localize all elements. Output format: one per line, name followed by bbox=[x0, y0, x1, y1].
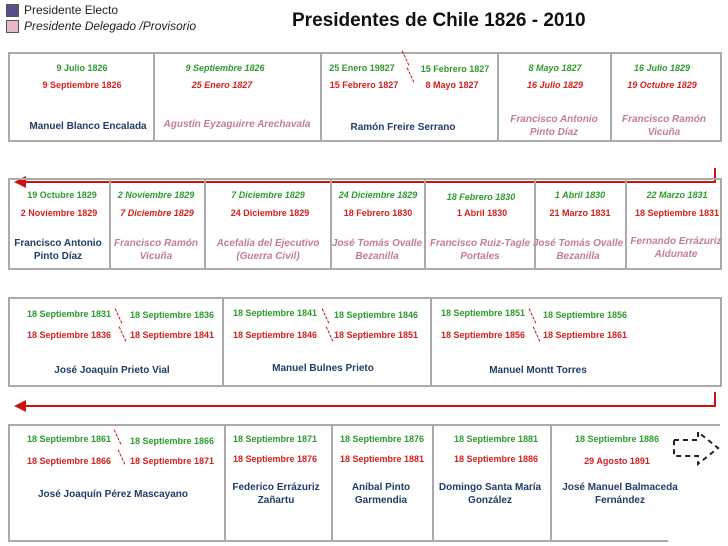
start-date: 25 Enero 19827 bbox=[329, 63, 395, 73]
flow-arrow-line bbox=[24, 181, 716, 183]
president-name: Aníbal Pinto Garmendia bbox=[351, 482, 411, 506]
continue-arrow-icon bbox=[672, 428, 726, 468]
end-date: 24 Diciembre 1829 bbox=[230, 208, 310, 218]
row3-divider bbox=[222, 297, 224, 387]
president-name: Francisco Antonio Pinto Díaz bbox=[510, 114, 598, 138]
start-date: 18 Septiembre 1886 bbox=[574, 434, 660, 444]
row4-divider bbox=[550, 424, 552, 542]
row1-top-border bbox=[8, 52, 720, 54]
president-name: Domingo Santa María González bbox=[438, 482, 542, 506]
row2-top-border bbox=[8, 178, 720, 180]
end-date: 2 Noviembre 1829 bbox=[20, 208, 98, 218]
start-date: 18 Septiembre 1876 bbox=[339, 434, 425, 444]
start-date: 8 Mayo 1827 bbox=[528, 63, 582, 73]
end-date: 18 Septiembre 1856 bbox=[440, 330, 526, 340]
row1-divider bbox=[320, 52, 322, 142]
end-date: 18 Septiembre 1871 bbox=[129, 456, 215, 466]
president-name: Manuel Blanco Encalada bbox=[29, 121, 147, 132]
end-date: 18 Septiembre 1831 bbox=[634, 208, 720, 218]
row4-dash-marker bbox=[114, 430, 122, 445]
row3-bottom-border bbox=[8, 385, 720, 387]
president-name: Francisco Ruiz-Tagle Portales bbox=[429, 238, 531, 262]
arrow-left-icon bbox=[14, 400, 26, 412]
end-date: 18 Septiembre 1881 bbox=[339, 454, 425, 464]
president-name: Acefalía del Ejecutivo (Guerra Civil) bbox=[216, 238, 320, 262]
president-name: José Tomás Ovalle Bezanilla bbox=[532, 238, 624, 262]
legend-delegate bbox=[6, 19, 196, 33]
start-date: 1 Abril 1830 bbox=[554, 190, 606, 200]
end-date: 18 Septiembre 1866 bbox=[26, 456, 112, 466]
row3-dash-marker bbox=[322, 309, 330, 324]
end-date: 18 Septiembre 1876 bbox=[232, 454, 318, 464]
row3-dash-marker bbox=[115, 309, 123, 324]
elected-swatch bbox=[6, 4, 19, 17]
start-date: 2 Noviembre 1829 bbox=[117, 190, 195, 200]
end-date: 18 Septiembre 1851 bbox=[333, 330, 419, 340]
president-name: Francisco Ramón Vicuña bbox=[622, 114, 706, 138]
start-date: 18 Septiembre 1881 bbox=[453, 434, 539, 444]
end-date: 21 Marzo 1831 bbox=[549, 208, 611, 218]
president-name: Federico Errázuriz Zañartu bbox=[232, 482, 320, 506]
row3-divider bbox=[430, 297, 432, 387]
president-name: José Manuel Balmaceda Fernández bbox=[562, 482, 678, 506]
row3-top-border bbox=[8, 297, 720, 299]
start-date: 19 Octubre 1829 bbox=[27, 190, 97, 200]
end-date: 16 Julio 1829 bbox=[526, 80, 584, 90]
president-name: José Joaquín Prieto Vial bbox=[54, 365, 170, 376]
row3-dash-marker bbox=[533, 327, 541, 342]
start-date: 18 Septiembre 1856 bbox=[542, 310, 628, 320]
start-date: 18 Septiembre 1871 bbox=[232, 434, 318, 444]
row2-bottom-border bbox=[8, 268, 720, 270]
end-date: 29 Agosto 1891 bbox=[584, 456, 650, 466]
delegate-swatch bbox=[6, 20, 19, 33]
end-date: 7 Diciembre 1829 bbox=[120, 208, 194, 218]
row1-divider bbox=[610, 52, 612, 142]
start-date: 18 Septiembre 1846 bbox=[333, 310, 419, 320]
start-date: 16 Julio 1829 bbox=[633, 63, 691, 73]
end-date: 18 Septiembre 1886 bbox=[453, 454, 539, 464]
start-date: 22 Marzo 1831 bbox=[646, 190, 708, 200]
row1-left-border bbox=[8, 52, 10, 142]
row4-left-border bbox=[8, 424, 10, 542]
start-date: 18 Septiembre 1841 bbox=[232, 308, 318, 318]
row3-right-border bbox=[720, 297, 722, 387]
flow-arrow-line bbox=[24, 405, 716, 407]
row3-dash-marker bbox=[119, 327, 127, 342]
president-name: Agustín Eyzaguirre Arechavala bbox=[163, 119, 311, 130]
legend-elected bbox=[6, 3, 118, 17]
president-name: Ramón Freire Serrano bbox=[350, 122, 456, 133]
president-name: Francisco Antonio Pinto Díaz bbox=[14, 238, 102, 262]
start-date: 18 Septiembre 1861 bbox=[26, 434, 112, 444]
row3-dash-marker bbox=[326, 327, 334, 342]
legend-elected-label: Presidente Electo bbox=[24, 3, 119, 17]
end-date: 8 Mayo 1827 bbox=[425, 80, 479, 90]
end-date: 18 Septiembre 1836 bbox=[26, 330, 112, 340]
start-date: 9 Julio 1826 bbox=[56, 63, 108, 73]
president-name: Francisco Ramón Vicuña bbox=[114, 238, 198, 262]
start-date: 7 Diciembre 1829 bbox=[231, 190, 305, 200]
end-date: 18 Septiembre 1841 bbox=[129, 330, 215, 340]
president-name: Manuel Montt Torres bbox=[489, 365, 587, 376]
end-date: 18 Septiembre 1861 bbox=[542, 330, 628, 340]
start-date: 24 Diciembre 1829 bbox=[338, 190, 418, 200]
row1-divider bbox=[497, 52, 499, 142]
start-date: 18 Septiembre 1851 bbox=[440, 308, 526, 318]
start-date: 18 Febrero 1830 bbox=[446, 192, 516, 202]
end-date: 15 Febrero 1827 bbox=[329, 80, 399, 90]
president-name: José Joaquín Pérez Mascayano bbox=[37, 489, 189, 500]
end-date: 1 Abril 1830 bbox=[456, 208, 508, 218]
president-name: Manuel Bulnes Prieto bbox=[272, 363, 374, 374]
end-date: 9 Septiembre 1826 bbox=[42, 80, 122, 90]
row1-divider bbox=[153, 52, 155, 142]
row1-right-border bbox=[720, 52, 722, 142]
start-date: 18 Septiembre 1836 bbox=[129, 310, 215, 320]
row1-dash-marker bbox=[407, 68, 415, 83]
end-date: 25 Enero 1827 bbox=[191, 80, 253, 90]
row4-top-border bbox=[8, 424, 720, 426]
end-date: 18 Septiembre 1846 bbox=[232, 330, 318, 340]
legend-delegate-label: Presidente Delegado /Provisorio bbox=[24, 19, 197, 33]
row3-left-border bbox=[8, 297, 10, 387]
start-date: 18 Septiembre 1831 bbox=[26, 309, 112, 319]
start-date: 15 Febrero 1827 bbox=[420, 64, 490, 74]
row1-bottom-border bbox=[8, 140, 720, 142]
president-name: José Tomás Ovalle Bezanilla bbox=[331, 238, 423, 262]
president-name: Fernando Errázuriz Aldunate bbox=[630, 236, 722, 260]
end-date: 18 Febrero 1830 bbox=[343, 208, 413, 218]
end-date: 19 Octubre 1829 bbox=[627, 80, 697, 90]
page-title: Presidentes de Chile 1826 - 2010 bbox=[292, 10, 586, 31]
row4-bottom-border bbox=[8, 540, 668, 542]
row3-dash-marker bbox=[529, 309, 537, 324]
flow-arrow-connector bbox=[714, 392, 716, 406]
start-date: 18 Septiembre 1866 bbox=[129, 436, 215, 446]
row4-dash-marker bbox=[118, 450, 126, 465]
start-date: 9 Septiembre 1826 bbox=[185, 63, 265, 73]
